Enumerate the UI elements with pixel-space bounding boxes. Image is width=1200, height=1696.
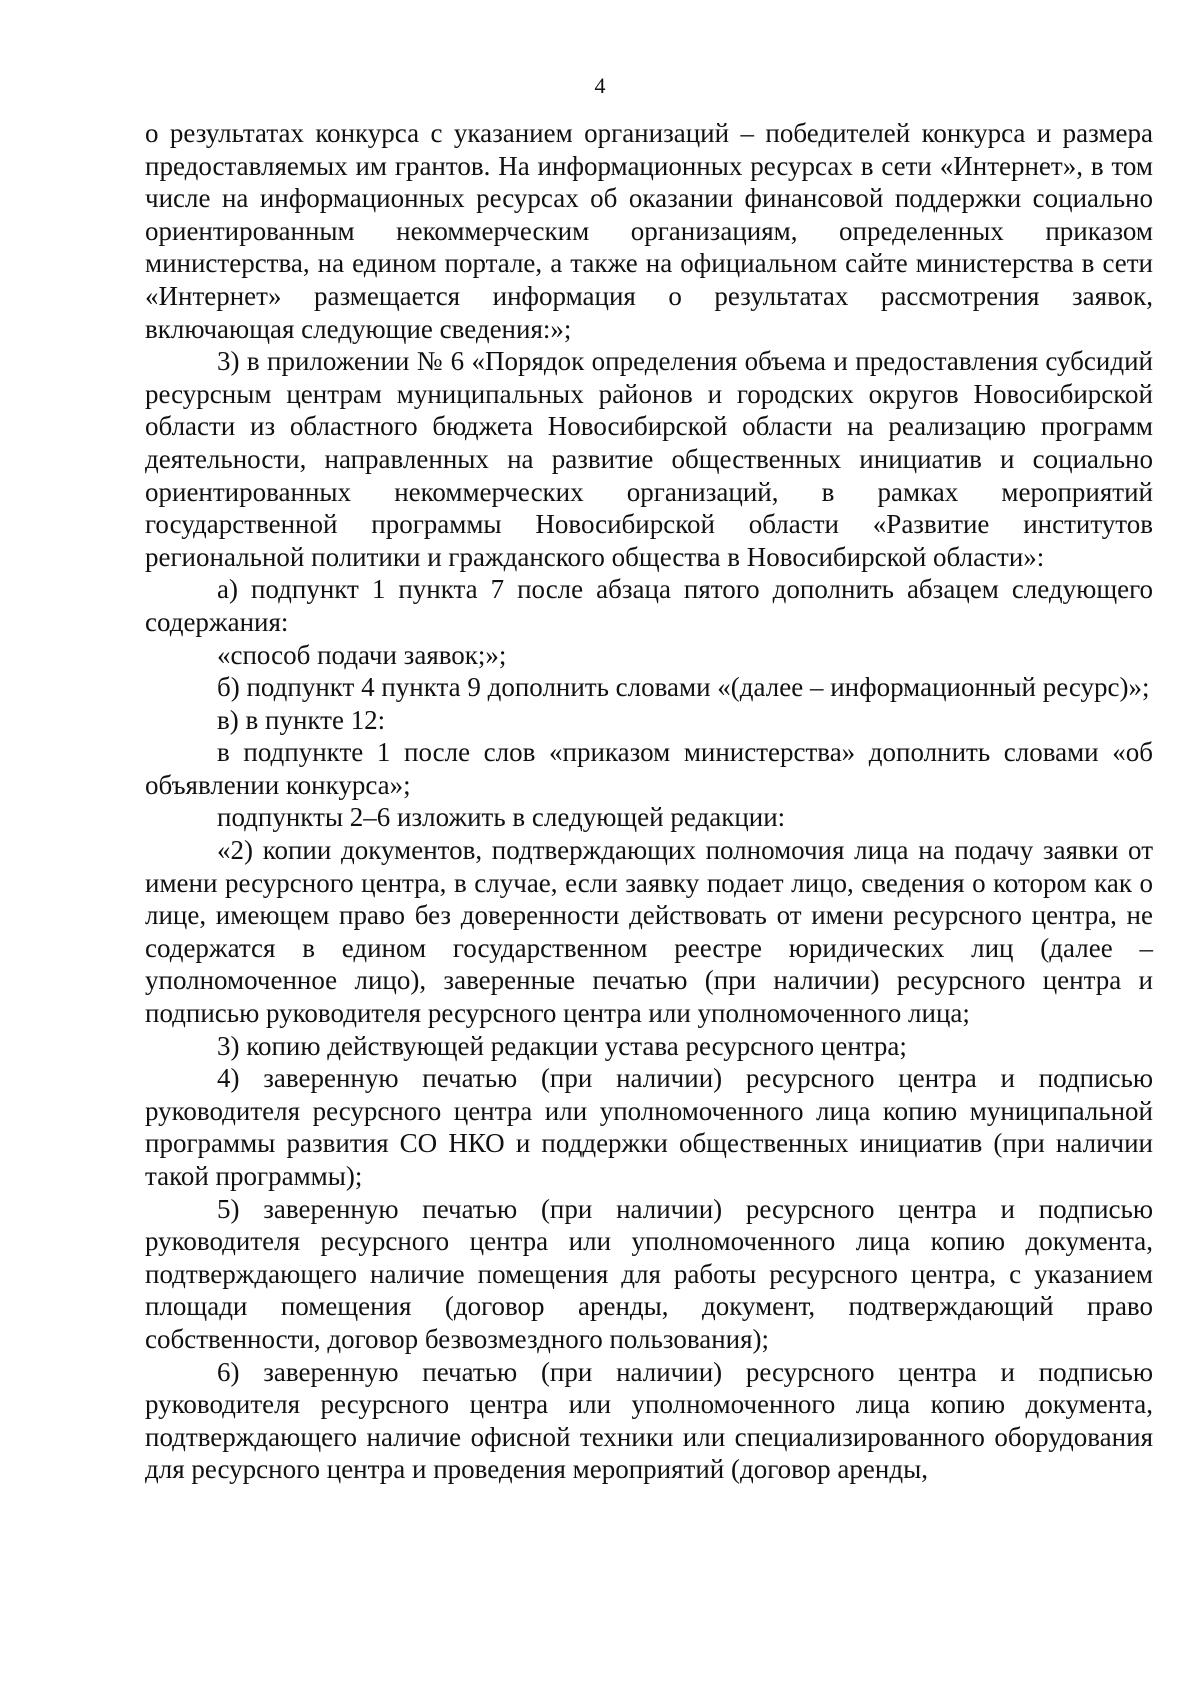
paragraph: 4) заверенную печатью (при наличии) ресурсного центра и подписью руководителя ресурсного центра или уполномоченного лица копию муниципальной программы развития СО НКО и поддержки общественных инициатив (при наличии такой программы); (145, 1063, 1153, 1191)
document-body (145, 117, 1153, 1486)
paragraph: в) в пункте 12: (217, 704, 386, 735)
paragraph: «2) копии документов, подтверждающих полномочия лица на подачу заявки от имени ресурсного центра, в случае, если заявку подает лицо, сведения о котором как о лице, имеющем право без доверенности действовать от имени ресурсного центра, не содержатся в едином государственном реестре юридических лиц (далее – уполномоченное лицо), заверенные печатью (при наличии) ресурсного центра и подписью руководителя ресурсного центра или уполномоченного лица; (145, 835, 1153, 1029)
paragraph: 3) копию действующей редакции устава ресурсного центра; (217, 1030, 907, 1061)
paragraph: 5) заверенную печатью (при наличии) ресурсного центра и подписью руководителя ресурсного центра или уполномоченного лица копию документа, подтверждающего наличие помещения для работы ресурсного центра, с указанием площади помещения (договор аренды, документ, подтверждающий право собственности, договор безвозмездного пользования); (145, 1193, 1153, 1354)
paragraph: б) подпункт 4 пункта 9 дополнить словами «(далее – информационный ресурс)»; (217, 672, 1150, 703)
paragraph: 3) в приложении № 6 «Порядок определения объема и предоставления субсидий ресурсным центрам муниципальных районов и городских округов Новосибирской области из областного бюджета Новосибирской области на реализацию программ деятельности, направленных на развитие общественных инициатив и социально ориентированных некоммерческих организаций, в рамках мероприятий государственной программы Новосибирской области «Развитие институтов региональной политики и гражданского общества в Новосибирской области»: (145, 346, 1153, 572)
paragraph: «способ подачи заявок;»; (217, 639, 507, 670)
paragraph: в подпункте 1 после слов «приказом министерства» дополнить словами «об объявлении конкурса»; (145, 737, 1153, 800)
page-number: 4 (594, 73, 606, 98)
paragraph: 6) заверенную печатью (при наличии) ресурсного центра и подписью руководителя ресурсного центра или уполномоченного лица копию документа, подтверждающего наличие офисной техники или специализированного оборудования для ресурсного центра и проведения мероприятий (договор аренды, (145, 1356, 1153, 1485)
paragraph: подпункты 2–6 изложить в следующей редакции: (217, 802, 786, 833)
paragraph: о результатах конкурса с указанием организаций – победителей конкурса и размера предоставляемых им грантов. На информационных ресурсах в сети «Интернет», в том числе на информационных ресурсах об оказании финансовой поддержки социально ориентированным некоммерческим организациям, определенных приказом министерства, на едином портале, а также на официальном сайте министерства в сети «Интернет» размещается информация о результатах рассмотрения заявок, включающая следующие сведения:»; (145, 118, 1153, 344)
paragraph: а) подпункт 1 пункта 7 после абзаца пятого дополнить абзацем следующего содержания: (145, 574, 1153, 637)
